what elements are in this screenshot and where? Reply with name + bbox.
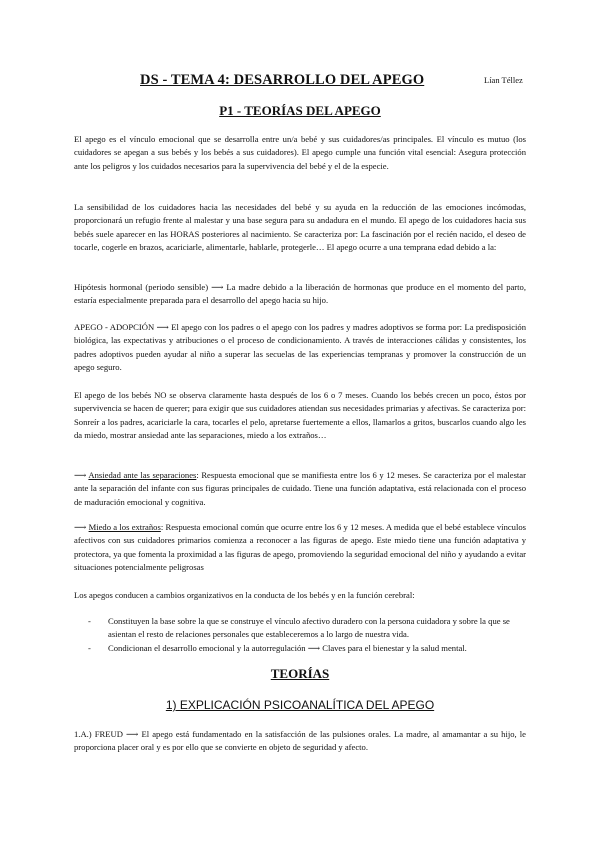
paragraph-apego-adopcion: APEGO - ADOPCIÓN ⟶ El apego con los padres o el apego con los padres y madres adoptivos se forma por: La predisposición biológica, las expectativas y atribuciones o el proceso de condicionamiento. A través de interacciones cálidas y consistentes, los padres adoptivos pueden ayudar al niño a superar las secuelas de las experiencias tempranas y promover la construcción de un apego seguro. xyxy=(74,322,526,373)
list-item-text: Condicionan el desarrollo emocional y la autorregulación ⟶ Claves para el bienestar y la salud mental. xyxy=(108,642,467,653)
definition-ansiedad-separaciones: : Respuesta emocional que se manifiesta entre los 6 y 12 meses. Se caracteriza por el malestar ante la separación del infante con sus figuras principales de cuidado. Tiene una función adaptativa, está relacionada con el proceso de maduración emocional y cognitiva. xyxy=(74,470,526,507)
list-item xyxy=(74,642,526,655)
paragraph-ansiedad-separaciones xyxy=(74,469,526,509)
theories-title: TEORÍAS xyxy=(270,666,330,681)
list-item-text: Constituyen la base sobre la que se construye el vínculo afectivo duradero con la persona cuidadora y sobre la que se asientan el resto de relaciones personales que estableceremos a lo largo de nuestra vida. xyxy=(108,616,510,640)
document-header xyxy=(0,72,600,92)
section-title: P1 - TEORÍAS DEL APEGO xyxy=(219,103,381,118)
definition-miedo-extranos: : Respuesta emocional común que ocurre entre los 6 y 12 meses. A medida que el bebé establece vínculos afectivos con sus cuidadores primarios comienza a reconocer a las figuras de apego. Este miedo tiene una función adaptativa y protectora, ya que fomenta la proximidad a las figuras de apego, promoviendo la seguridad emocional del niño y ayudando a evitar situaciones potencialmente peligrosas xyxy=(74,522,527,573)
paragraph-apego-definicion: El apego es el vínculo emocional que se desarrolla entre un/a bebé y sus cuidadores/as principales. El vínculo es mutuo (los cuidadores se apegan a sus bebés y los bebés a sus cuidadores). El apego cumple una función vital esencial: Asegura protección ante los peligros y los cuidados necesarios para la supervivencia del bebé y el de la especie. xyxy=(74,134,526,171)
paragraph-freud: 1.A.) FREUD ⟶ El apego está fundamentado en la satisfacción de las pulsiones orales. La madre, al amamantar a su hijo, le proporciona placer oral y es por ello que se convierte en objeto de seguridad y afecto. xyxy=(74,729,526,753)
paragraph-miedo-extranos xyxy=(74,521,526,575)
bullet-dash: - xyxy=(88,616,91,626)
bullet-list xyxy=(74,615,526,655)
term-miedo-extranos: Miedo a los extraños xyxy=(88,522,161,532)
arrow-prefix: ⟶ xyxy=(74,522,89,532)
document-title: DS - TEMA 4: DESARROLLO DEL APEGO xyxy=(140,72,425,88)
paragraph-cambios-organizativos: Los apegos conducen a cambios organizativos en la conducta de los bebés y en la función cerebral: xyxy=(74,590,415,600)
term-ansiedad-separaciones: Ansiedad ante las separaciones xyxy=(88,470,197,480)
bullet-dash: - xyxy=(88,642,91,653)
arrow-prefix: ⟶ xyxy=(74,470,89,480)
paragraph-hipotesis-hormonal: Hipótesis hormonal (periodo sensible) ⟶ La madre debido a la liberación de hormonas que produce en el momento del parto, estaría especialmente preparada para el desarrollo del apego hacia su hijo. xyxy=(74,282,526,306)
paragraph-apego-bebes: El apego de los bebés NO se observa claramente hasta después de los 6 o 7 meses. Cuando los bebés crecen un poco, éstos por supervivencia se hacen de querer; para exigir que sus cuidadores atiendan sus necesidades primarias y afectivas. Se caracteriza por: Sonreír a los padres, acariciarle la cara, tocarles el pelo, apretarse fuertemente a ellos, llamarlos a gritos, buscarlos cuando algo les da miedo, mostrar ansiedad ante las separaciones, miedo a los extraños… xyxy=(74,390,526,441)
list-item xyxy=(74,615,526,642)
subsection-title-psicoanalitica: 1) EXPLICACIÓN PSICOANALÍTICA DEL APEGO xyxy=(165,698,435,712)
author-name: Lían Téllez xyxy=(484,75,523,85)
paragraph-sensibilidad-cuidadores: La sensibilidad de los cuidadores hacia las necesidades del bebé y su ayuda en la reducción de las emociones incómodas, proporcionará un refugio frente al malestar y una base segura para su andadura en el mundo. El apego de los cuidadores hacia sus bebés suele aparecer en las HORAS posteriores al nacimiento. Se caracteriza por: La fascinación por el recién nacido, el deseo de tocarle, cogerle en brazos, acariciarle, alimentarle, hablarle, protegerle… El apego ocurre a una temprana edad debido a la: xyxy=(74,202,526,253)
